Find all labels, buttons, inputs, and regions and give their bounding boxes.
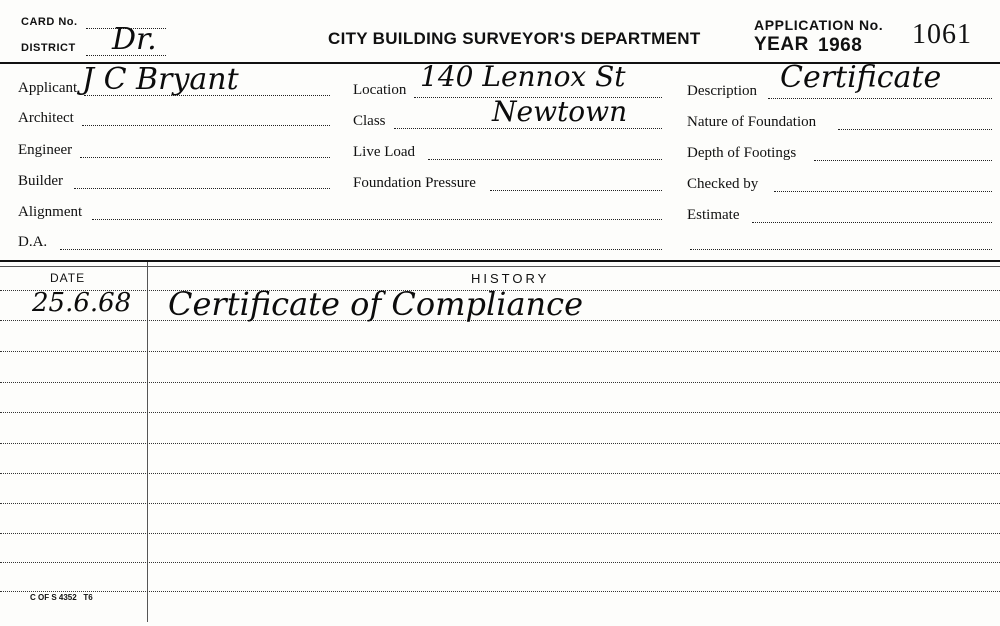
- history-line: [0, 503, 1000, 504]
- history-line: [0, 473, 1000, 474]
- checked-by-label: Checked by: [687, 176, 759, 192]
- description-value: Certificate: [780, 60, 942, 95]
- estimate-label: Estimate: [687, 207, 740, 223]
- history-entry-date: 25.6.68: [32, 288, 132, 318]
- history-line: [0, 351, 1000, 352]
- history-line: [0, 443, 1000, 444]
- engineer-line: [80, 157, 330, 158]
- history-line: [0, 382, 1000, 383]
- class-label: Class: [353, 113, 386, 129]
- department-title: CITY BUILDING SURVEYOR'S DEPARTMENT: [328, 29, 701, 48]
- architect-label: Architect: [18, 110, 74, 126]
- date-header: DATE: [50, 271, 86, 285]
- application-no-label: APPLICATION No.: [754, 17, 884, 33]
- description-label: Description: [687, 83, 757, 99]
- builder-line: [74, 188, 330, 189]
- form-code: C OF S 4352 T6: [30, 593, 93, 602]
- depth-of-footings-label: Depth of Footings: [687, 145, 797, 161]
- history-header: HISTORY: [471, 271, 550, 286]
- location-label: Location: [353, 82, 407, 98]
- da-line: [60, 249, 662, 250]
- live-load-label: Live Load: [353, 144, 416, 160]
- year-value: 1968: [818, 35, 863, 56]
- district-label: DISTRICT: [21, 42, 76, 54]
- foundation-pressure-line: [490, 190, 662, 191]
- history-top-rule: [0, 260, 1000, 262]
- history-line: [0, 562, 1000, 563]
- alignment-line: [92, 219, 662, 220]
- applicant-label: Applicant: [18, 80, 78, 96]
- live-load-line: [428, 159, 662, 160]
- card-no-label: CARD No.: [21, 16, 78, 28]
- location-value-line2: Newtown: [492, 95, 628, 128]
- depth-of-footings-line: [814, 160, 992, 161]
- foundation-pressure-label: Foundation Pressure: [353, 175, 476, 191]
- history-entry-text: Certificate of Compliance: [168, 285, 583, 323]
- date-column-divider: [147, 262, 148, 622]
- estimate-line-2: [690, 249, 992, 250]
- architect-line: [82, 125, 330, 126]
- engineer-label: Engineer: [18, 142, 73, 158]
- location-value: 140 Lennox St: [420, 60, 626, 93]
- checked-by-line: [774, 191, 992, 192]
- applicant-value: J C Bryant: [82, 62, 239, 97]
- nature-of-foundation-label: Nature of Foundation: [687, 114, 817, 130]
- nature-of-foundation-line: [838, 129, 992, 130]
- history-header-rule: [0, 266, 1000, 267]
- history-line: [0, 533, 1000, 534]
- description-line: [768, 98, 992, 99]
- estimate-line: [752, 222, 992, 223]
- district-value: Dr.: [112, 22, 157, 57]
- class-line: [394, 128, 662, 129]
- alignment-label: Alignment: [18, 204, 83, 220]
- history-line: [0, 591, 1000, 592]
- year-label: YEAR: [754, 34, 809, 55]
- da-label: D.A.: [18, 234, 48, 250]
- history-line: [0, 412, 1000, 413]
- application-no-value: 1061: [912, 19, 972, 50]
- builder-label: Builder: [18, 173, 63, 189]
